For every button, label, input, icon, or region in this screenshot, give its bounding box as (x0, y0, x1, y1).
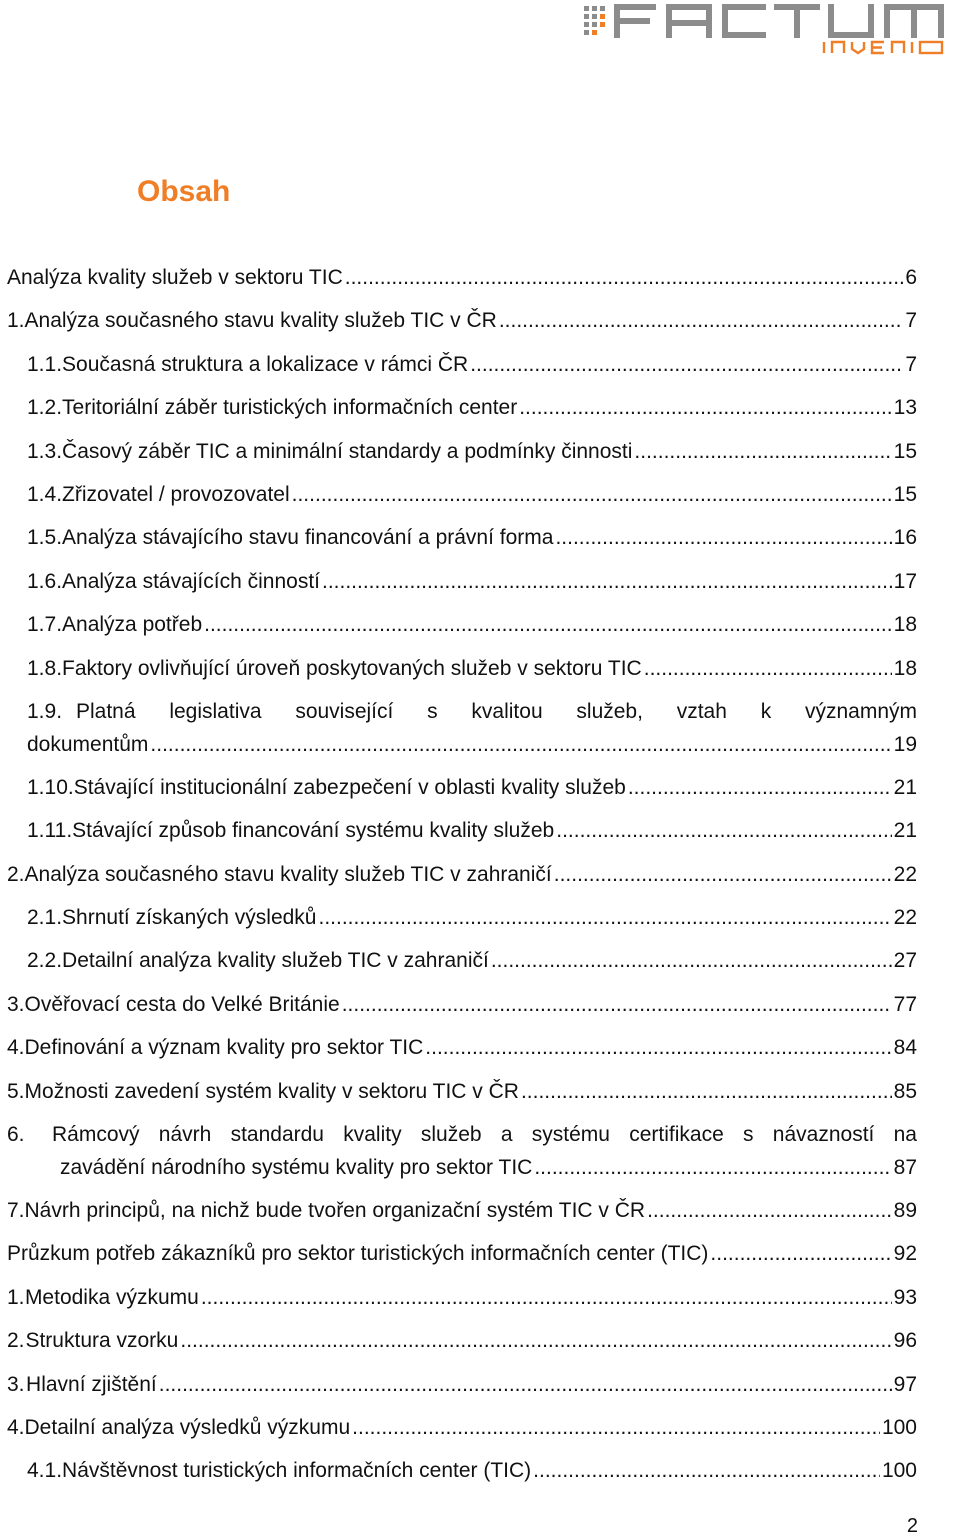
toc-entry-page: 13 (893, 396, 917, 420)
toc-entry[interactable] (7, 1363, 917, 1406)
toc-entry-number: 4. (7, 1415, 25, 1439)
toc-entry[interactable] (7, 690, 917, 766)
toc-entry[interactable] (7, 983, 917, 1026)
toc-entry[interactable] (7, 1449, 917, 1492)
toc-entry-page: 93 (893, 1285, 917, 1309)
toc-entry[interactable] (7, 256, 917, 299)
toc-entry-text: Časový záběr TIC a minimální standardy a podmínky činnosti (62, 439, 633, 463)
toc-entry-text: Analýza současného stavu kvality služeb TIC v zahraničí (24, 862, 552, 886)
toc-entry-page: 7 (905, 309, 917, 333)
toc-entry-number: 1.7. (27, 613, 63, 637)
toc-entry-text: Shrnutí získaných výsledků (62, 906, 317, 930)
toc-entry-number: 3. (7, 1372, 25, 1396)
toc-entry-page: 18 (893, 656, 917, 680)
toc-entry-page: 21 (893, 819, 917, 843)
toc-entry-text: Zřizovatel / provozovatel (62, 482, 290, 506)
toc-entry-text: Stávající institucionální zabezpečení v oblasti kvality služeb (73, 775, 626, 799)
toc-entry-page: 21 (893, 775, 917, 799)
toc-entry-page: 92 (893, 1242, 917, 1266)
toc-entry-text: Současná struktura a lokalizace v rámci ČR (62, 352, 469, 376)
leader-dots (292, 473, 892, 516)
toc-entry[interactable] (7, 1319, 917, 1362)
toc-entry-text: Analýza potřeb (62, 613, 203, 637)
leader-dots (634, 430, 891, 473)
toc-entry-text: Rámcový návrh standardu kvality služeb a systému certifikace s návazností na (52, 1123, 917, 1147)
toc-entry-text: Analýza stávajících činností (62, 569, 320, 593)
toc-entry-number: 7. (7, 1199, 25, 1223)
toc-entry-text: Průzkum potřeb zákazníků pro sektor turistických informačních center (TIC) (7, 1242, 709, 1266)
toc-entry[interactable] (7, 430, 917, 473)
toc-entry[interactable] (7, 896, 917, 939)
toc-entry[interactable] (7, 1406, 917, 1449)
toc-entry-number: 1.10. (27, 775, 74, 799)
leader-dots (159, 1363, 892, 1406)
toc-entry[interactable] (7, 809, 917, 852)
page-number: 2 (906, 1515, 918, 1537)
toc-entry-page: 85 (893, 1079, 917, 1103)
toc-entry-number: 2. (7, 862, 25, 886)
toc-entry-text-cont: zavádění národního systému kvality pro sektor TIC (60, 1156, 533, 1180)
toc-entry[interactable] (7, 647, 917, 690)
leader-dots (352, 1406, 880, 1449)
toc-entry-number: 5. (7, 1079, 25, 1103)
toc-entry-number: 4. (7, 1036, 25, 1060)
toc-entry-number: 1.9. (27, 699, 63, 723)
toc-entry[interactable] (7, 766, 917, 809)
toc-entry-number: 2.2. (27, 949, 63, 973)
toc-entry-page: 15 (893, 482, 917, 506)
toc-entry-text: Platná legislativa související s kvalitou služeb, vztah k významným (76, 699, 917, 723)
leader-dots (180, 1319, 891, 1362)
toc-entry-number: 3. (7, 992, 25, 1016)
toc-entry-number: 6. (7, 1123, 25, 1147)
leader-dots (150, 723, 891, 766)
factum-invenio-logo (580, 0, 952, 58)
toc-entry-page: 15 (893, 439, 917, 463)
toc-entry[interactable] (7, 516, 917, 559)
toc-entry[interactable] (7, 473, 917, 516)
toc-entry-page: 87 (893, 1156, 917, 1180)
leader-dots (519, 386, 891, 429)
toc-entry-number: 1. (7, 1285, 25, 1309)
leader-dots (425, 1026, 891, 1069)
toc-entry[interactable] (7, 1276, 917, 1319)
leader-dots (644, 647, 892, 690)
toc-entry[interactable] (7, 386, 917, 429)
leader-dots (470, 343, 903, 386)
toc-entry-page: 22 (893, 862, 917, 886)
toc-entry-text: Analýza kvality služeb v sektoru TIC (7, 266, 343, 289)
toc-entry-text: Stávající způsob financování systému kvality služeb (72, 819, 555, 843)
toc-entry-text: Návštěvnost turistických informačních center (TIC) (62, 1459, 532, 1483)
toc-entry-number: 2. (7, 1329, 25, 1353)
toc-entry-page: 77 (893, 992, 917, 1016)
toc-entry-number: 1.8. (27, 656, 63, 680)
toc-entry-text: Detailní analýza kvality služeb TIC v zahraničí (62, 949, 489, 973)
leader-dots (555, 516, 891, 559)
toc-entry-number: 1.4. (27, 482, 63, 506)
toc-entry-page: 97 (893, 1372, 917, 1396)
toc-entry-text: Analýza současného stavu kvality služeb TIC v ČR (24, 309, 497, 333)
toc-entry-page: 17 (893, 569, 917, 593)
toc-entry[interactable] (7, 939, 917, 982)
toc-entry-page: 18 (893, 613, 917, 637)
toc-entry[interactable] (7, 1232, 917, 1275)
leader-dots (628, 766, 892, 809)
toc-entry-text: Struktura vzorku (25, 1329, 179, 1353)
toc-entry-number: 1.1. (27, 352, 63, 376)
toc-entry-text: Definování a význam kvality pro sektor TIC (24, 1036, 424, 1060)
toc-entry-page: 100 (881, 1415, 917, 1439)
leader-dots (647, 1189, 892, 1232)
leader-dots (554, 853, 892, 896)
toc-entry-number: 1.6. (27, 569, 63, 593)
leader-dots (204, 603, 892, 646)
toc-entry-number: 1. (7, 309, 25, 333)
toc-entry[interactable] (7, 299, 917, 342)
toc-entry[interactable] (7, 1189, 917, 1232)
leader-dots (534, 1146, 891, 1189)
toc-entry-page: 19 (893, 732, 917, 756)
toc-entry[interactable] (7, 603, 917, 646)
toc-entry-page: 100 (881, 1459, 917, 1483)
toc-entry[interactable] (7, 1113, 917, 1189)
toc-title: Obsah (137, 175, 231, 208)
toc-entry-page: 96 (893, 1329, 917, 1353)
toc-entry-text: Analýza stávajícího stavu financování a právní forma (62, 526, 554, 550)
toc-entry-text: Ověřovací cesta do Velké Británie (24, 992, 340, 1016)
leader-dots (491, 939, 892, 982)
leader-dots (318, 896, 891, 939)
toc-entry-text: Návrh principů, na nichž bude tvořen organizační systém TIC v ČR (24, 1199, 646, 1223)
toc-entry-page: 7 (905, 352, 917, 376)
leader-dots (710, 1232, 891, 1275)
toc-entry-text: Teritoriální záběr turistických informačních center (62, 396, 518, 420)
toc-entry-number: 1.3. (27, 439, 63, 463)
toc-entry-page: 16 (893, 526, 917, 550)
toc-entry-page: 84 (893, 1036, 917, 1060)
toc-entry[interactable] (7, 853, 917, 896)
leader-dots (556, 809, 891, 852)
toc-entry[interactable] (7, 343, 917, 386)
leader-dots (345, 256, 904, 299)
toc-entry-page: 22 (893, 906, 917, 930)
toc-entry-page: 89 (893, 1199, 917, 1223)
toc-entry-number: 1.5. (27, 526, 63, 550)
toc-entry-text: Možnosti zavedení systém kvality v sektoru TIC v ČR (24, 1079, 519, 1103)
table-of-contents (7, 256, 917, 1493)
leader-dots (499, 299, 903, 342)
toc-entry[interactable] (7, 1026, 917, 1069)
leader-dots (521, 1070, 892, 1113)
leader-dots (322, 560, 892, 603)
toc-entry-text: Hlavní zjištění (26, 1372, 157, 1396)
toc-entry-page: 27 (893, 949, 917, 973)
toc-entry-number: 4.1. (27, 1459, 63, 1483)
toc-entry-text: Metodika výzkumu (24, 1285, 199, 1309)
toc-entry-number: 1.2. (27, 396, 63, 420)
toc-entry-number: 2.1. (27, 906, 63, 930)
toc-entry[interactable] (7, 560, 917, 603)
toc-entry-text-cont: dokumentům (27, 732, 149, 756)
toc-entry-page: 6 (905, 266, 917, 289)
toc-entry[interactable] (7, 1070, 917, 1113)
toc-entry-number: 1.11. (27, 819, 73, 843)
leader-dots (201, 1276, 892, 1319)
toc-entry-text: Faktory ovlivňující úroveň poskytovaných služeb v sektoru TIC (62, 656, 642, 680)
leader-dots (533, 1449, 880, 1492)
toc-entry-text: Detailní analýza výsledků výzkumu (24, 1415, 351, 1439)
leader-dots (342, 983, 892, 1026)
